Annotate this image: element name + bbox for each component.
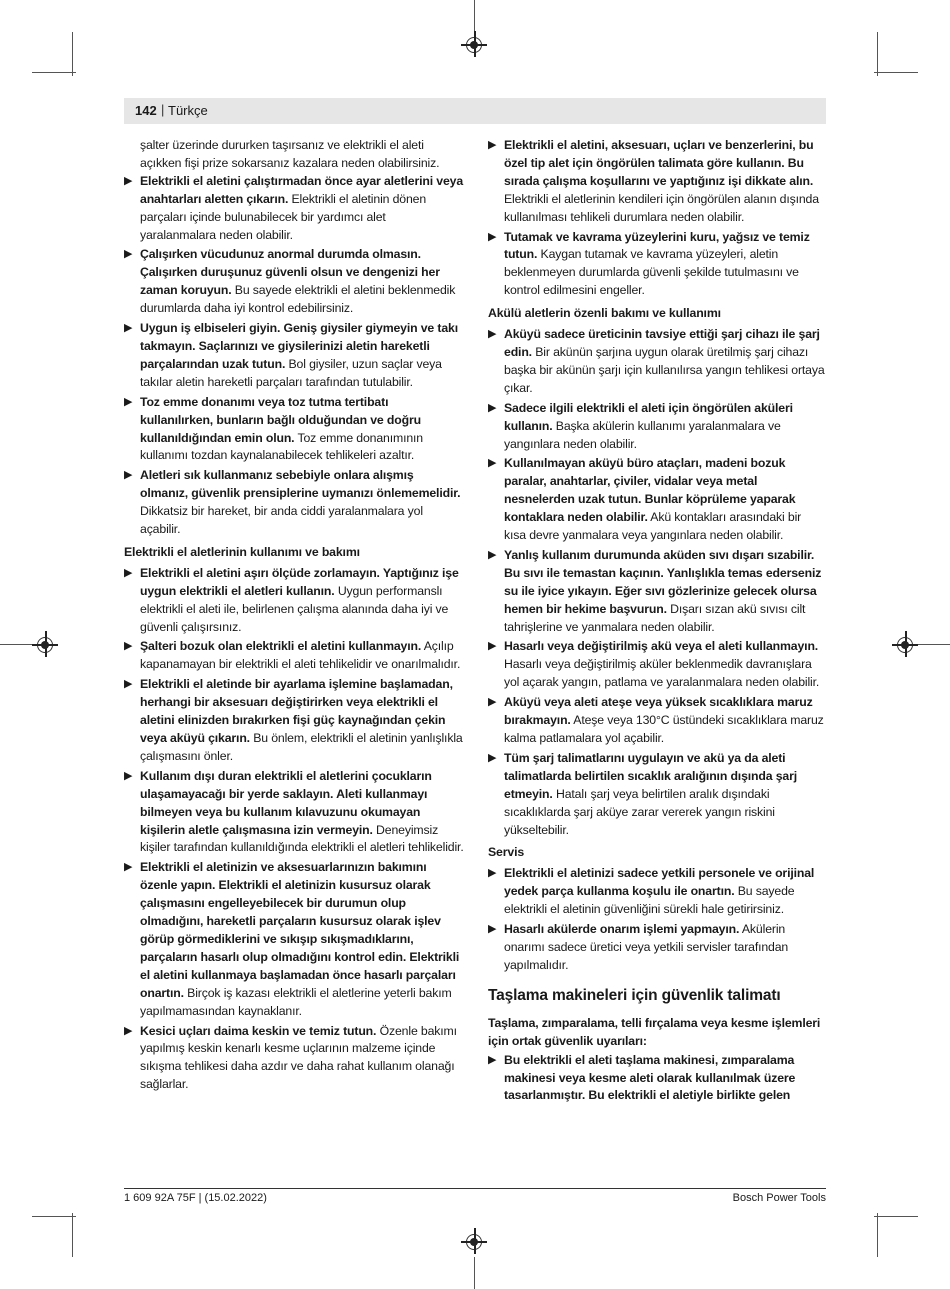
bullet-triangle-icon: ▶ [488,548,497,561]
chapter-heading: Taşlama makineleri için güvenlik talimatı [488,986,781,1004]
bullet-triangle-icon: ▶ [124,322,133,335]
bullet-triangle-icon: ▶ [124,1024,133,1037]
crop-mark [32,72,76,73]
intro-paragraph: Taşlama, zımparalama, telli fırçalama veya kesme işlemleri için ortak güvenlik uyarıları: [488,1015,821,1048]
item-text: Deneyimsiz kişiler tarafından kullanıldığında elektrikli el aletleri tehlikelidir. [140,822,464,855]
item-text: Bol giysiler, uzun saçlar veya takılar aletin hareketli parçaları tarafından tutulabilir. [140,356,442,389]
item-bold-text: Yanlış kullanım durumunda aküden sıvı dışarı sızabilir. Bu sıvı ile temastan kaçının. Yanlışlıkla temas ederseniz su ile iyice yıkayın. Eğer sıvı gözlerinize gelecek olursa hemen bir hekime başvurun. [504,547,822,616]
footer-brand: Bosch Power Tools [732,1192,826,1204]
footer-document-id: 1 609 92A 75F | (15.02.2022) [124,1192,267,1204]
item-bold-text: Tüm şarj talimatlarını uygulayın ve akü ya da aleti talimatlarda belirtilen sıcaklık aralığının dışında şarj etmeyin. [504,750,797,801]
section-heading: Servis [488,845,525,860]
list-item [488,547,826,637]
section-heading: Elektrikli el aletlerinin kullanımı ve bakımı [124,544,360,559]
registration-mark-icon [474,31,476,57]
section-heading: Akülü aletlerin özenli bakımı ve kullanımı [488,306,721,321]
item-text: Akülerin onarımı sadece üretici veya yetkili servisler tarafından yapılmalıdır. [504,922,789,972]
item-bold-text: Uygun iş elbiseleri giyin. Geniş giysiler giymeyin ve takı takmayın. Saçlarınızı ve giysilerinizi aletin hareketli parçalarından uzak tutun. [140,321,458,371]
list-item [124,565,464,637]
registration-mark-icon [474,1228,476,1254]
list-item [488,455,826,545]
list-item [488,638,826,692]
item-text: Bir akünün şarjına uygun olarak üretilmiş şarj cihazı başka bir akünün şarjı için kullanılırsa yangın tehlikesi ortaya çıkar. [504,344,825,395]
bullet-triangle-icon: ▶ [488,139,497,151]
left-column [124,137,464,1096]
item-text: Birçok iş kazası elektrikli el aletlerine yeterli bakım yapılmamasından kaynaklanır. [140,985,452,1018]
item-text: Elektrikli el aletlerinin kendileri için öngörülen alanın dışında kullanılması tehlikeli durumlara neden olabilir. [504,191,819,224]
item-text: Bu sayede elektrikli el aletinin güvenliğini sürekli hale getirirsiniz. [504,884,795,917]
footer-rule [124,1188,826,1189]
list-item [488,137,826,227]
item-bold-text: Tutamak ve kavrama yüzeylerini kuru, yağsız ve temiz tutun. [504,229,810,262]
item-text: Başka akülerin kullanımı yaralanmalara ve yangınlara neden olabilir. [504,418,781,451]
crop-mark [874,1216,918,1217]
bullet-triangle-icon: ▶ [488,867,497,880]
list-item [124,768,464,858]
bullet-triangle-icon: ▶ [488,230,497,243]
crop-mark [474,0,475,32]
list-item [488,694,826,748]
list-item [124,1023,464,1095]
list-item [124,173,464,245]
item-text: Uygun performanslı elektrikli el aleti ile, belirlenen çalışma alanında daha iyi ve güvenli çalışırsınız. [140,583,449,634]
crop-mark [874,72,918,73]
item-text: Dışarı sızan akü sıvısı cilt tahrişlerine ve yanmalara neden olabilir. [504,601,806,634]
item-bold-text: Aküyü sadece üreticinin tavsiye ettiği şarj cihazı ile şarj edin. [504,327,820,359]
bullet-triangle-icon: ▶ [124,566,133,579]
item-bold-text: Toz emme donanımı veya toz tutma tertibatı kullanılırken, bunların bağlı olduğundan ve doğru kullanıldığından emin olun. [140,394,421,445]
bullet-triangle-icon: ▶ [488,401,497,414]
crop-mark [32,1216,76,1217]
list-item [488,750,826,840]
bullet-triangle-icon: ▶ [124,248,133,261]
item-bold-text: Elektrikli el aletini, aksesuarı, uçları ve benzerlerini, bu özel tip alet için öngörülen talimata göre kullanın. Bu sırada çalışma koşullarını ve yaptığınız işi dikkate alın. [504,138,814,188]
crop-mark [918,644,950,645]
bullet-triangle-icon: ▶ [124,395,133,408]
list-item [488,229,826,301]
list-item [488,326,826,398]
item-bold-text: Kullanılmayan aküyü büro ataçları, madeni bozuk paralar, anahtarlar, çiviler, vidalar veya metal nesnelerden uzak tutun. Bunlar köprüleme yaparak kontaklara neden olabilir. [504,456,796,525]
page-header [124,98,826,124]
crop-mark [877,1213,878,1257]
item-bold-text: Elektrikli el aletinde bir ayarlama işlemine başlamadan, herhangi bir aksesuarı değiştirirken veya elektrikli el aletini elinizden bırakırken fişi güç kaynağından çekin veya aküyü çıkarın. [140,677,453,745]
list-item [488,921,826,975]
item-bold-text: Aküyü veya aleti ateşe veya yüksek sıcaklıklara maruz bırakmayın. [504,695,813,728]
bullet-triangle-icon: ▶ [124,769,133,782]
item-bold-text: Elektrikli el aletini çalıştırmadan önce ayar aletlerini veya anahtarları aletten çıkarın. [140,173,464,206]
item-text: Kaygan tutamak ve kavrama yüzeyleri, aletin beklenmeyen durumlarda güvenli şekilde tutulmasını ve kontrol edilmesini engeller. [504,247,799,298]
bullet-triangle-icon: ▶ [488,1053,497,1066]
item-text: Dikkatsiz bir hareket, bir anda ciddi yaralanmalara yol açabilir. [140,504,423,537]
list-item [488,865,826,919]
item-bold-text: Bu elektrikli el aleti taşlama makinesi, zımparalama makinesi veya kesme aleti olarak kullanılmak üzere tasarlanmıştır. Bu elektrikli el aletiyle birlikte gelen [504,1052,796,1103]
item-text: Ateşe veya 130°C üstündeki sıcaklıklara maruz kalma patlamalara yol açabilir. [504,713,824,745]
bullet-triangle-icon: ▶ [124,640,133,653]
item-bold-text: Elektrikli el aletinizin ve aksesuarlarınızın bakımını özenle yapın. Elektrikli el aletinizin kusursuz olarak çalışmasını engelleyebilecek bir durumun olup olmadığını, hareketli parçaların kusursuz olarak işlev görüp görmediklerini ve sıkışıp sıkışmadıklarını, parçaların hasarlı olup olmadığını kontrol edin. Elektrikli el aletini kullanmaya başlamadan önce hasarlı parçaları onartın. [140,860,460,1000]
list-item [124,320,464,392]
registration-mark-icon [905,631,907,657]
item-text: Özenle bakımı yapılmış keskin kenarlı kesme uçlarının malzeme içinde sıkışma tehlikesi daha azdır ve daha rahat kullanım olanağı sağlarlar. [140,1023,457,1092]
list-item [488,1052,826,1106]
crop-mark [72,1213,73,1257]
bullet-triangle-icon: ▶ [488,923,497,936]
bullet-triangle-icon: ▶ [124,174,133,187]
bullet-triangle-icon: ▶ [488,328,497,341]
item-text: Bu önlem, elektrikli el aletinin yanlışlıkla çalışmasını önler. [140,731,463,763]
item-bold-text: Çalışırken vücudunuz anormal durumda olmasın. Çalışırken duruşunuz güvenli olsun ve dengenizi her zaman koruyun. [140,247,440,298]
bullet-triangle-icon: ▶ [488,696,497,709]
header-language: Türkçe [168,103,208,118]
list-item [124,859,464,1020]
bullet-triangle-icon: ▶ [488,457,497,470]
continued-paragraph: şalter üzerinde dururken taşırsanız ve elektrikli el aleti açıkken fişi prize sokarsanız kazalara neden olabilirsiniz. [140,138,440,170]
list-item [124,467,464,539]
list-item [124,394,464,466]
item-bold-text: Şalteri bozuk olan elektrikli el aletini kullanmayın. [140,639,422,654]
item-text: Hatalı şarj veya belirtilen aralık dışındaki sıcaklıklarda şarj aküye zarar vererek yangın riskini yükseltebilir. [504,786,775,837]
item-text: Açılıp kapanamayan bir elektrikli el aleti tehlikelidir ve onarılmalıdır. [140,639,461,672]
crop-mark [72,32,73,76]
list-item [124,638,464,674]
list-item [124,676,464,766]
right-column [488,137,826,1107]
item-bold-text: Elektrikli el aletini aşırı ölçüde zorlamayın. Yaptığınız işe uygun elektrikli el aletleri kullanın. [140,565,459,598]
item-text: Akü kontakları arasındaki bir kısa devre yanmalara veya yangınlara neden olabilir. [504,510,802,543]
bullet-triangle-icon: ▶ [488,640,497,653]
bullet-triangle-icon: ▶ [488,751,497,764]
bullet-triangle-icon: ▶ [124,469,133,482]
item-bold-text: Kullanım dışı duran elektrikli el aletlerini çocukların ulaşamayacağı bir yerde saklayın. Aleti kullanmayı bilmeyen veya bu kullanım kılavuzunu okumayan kişilerin aletle çalışmasına izin vermeyin. [140,768,432,837]
crop-mark [0,644,32,645]
item-text: Toz emme donanımının kullanımı tozdan kaynalanabilecek tehlikeleri azaltır. [140,430,423,463]
item-bold-text: Hasarlı veya değiştirilmiş akü veya el aleti kullanmayın. [504,639,819,654]
registration-mark-icon [45,631,47,657]
header-separator: | [161,102,165,117]
item-text: Elektrikli el aletinin dönen parçaları içinde bulunabilecek bir yardımcı alet yaralanmalara neden olabilir. [140,191,427,242]
bullet-triangle-icon: ▶ [124,678,133,691]
item-bold-text: Kesici uçları daima keskin ve temiz tutun. [140,1023,377,1038]
item-text: Bu sayede elektrikli el aletini beklenmedik durumlarda daha iyi kontrol edebilirsiniz. [140,283,456,316]
item-bold-text: Aletleri sık kullanmanız sebebiyle onlara alışmış olmanız, güvenlik prensiplerine uymanızı önlememelidir. [140,468,461,501]
crop-mark [474,1257,475,1289]
item-bold-text: Hasarlı akülerde onarım işlemi yapmayın. [504,922,740,937]
item-bold-text: Sadece ilgili elektrikli el aleti için öngörülen aküleri kullanın. [504,400,793,433]
page-number: 142 [135,103,157,118]
bullet-triangle-icon: ▶ [124,861,133,874]
item-bold-text: Elektrikli el aletinizi sadece yetkili personele ve orijinal yedek parça kullanma koşulu ile onartın. [504,866,815,899]
list-item [488,400,826,454]
crop-mark [877,32,878,76]
list-item [124,246,464,318]
item-text: Hasarlı veya değiştirilmiş aküler beklenmedik davranışlara yol açarak yangın, patlama ve yaralanmalara neden olabilir. [504,657,820,690]
